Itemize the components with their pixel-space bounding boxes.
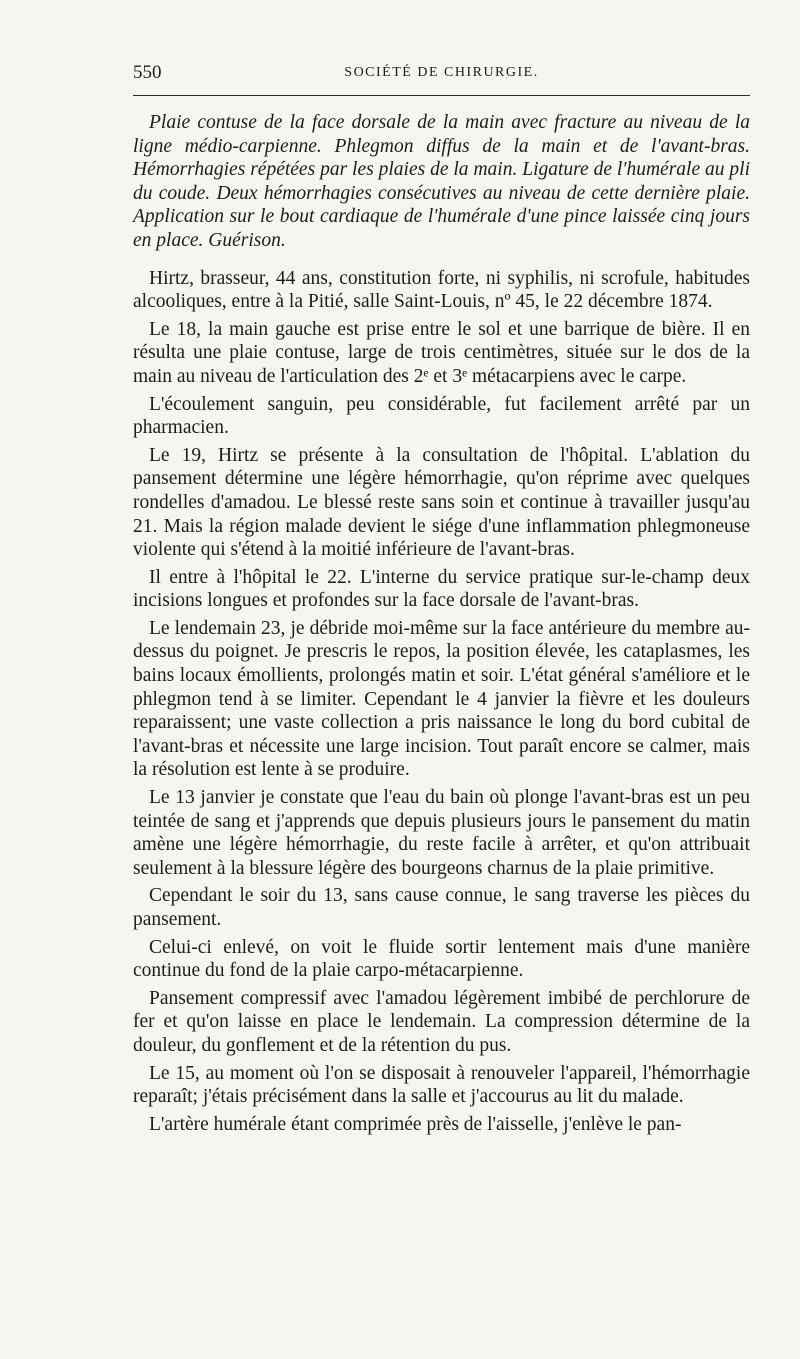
paragraph: Le 13 janvier je constate que l'eau du bain où plonge l'avant-bras est un peu teintée de sang et j'apprends que depuis plusieurs jours le pansement du matin amène une légère hémorrhagie, du reste facile à arrêter, et qu'on attribuait seulement à la blessure légère des bourgeons charnus de la plaie primitive.: [133, 787, 750, 879]
paragraph: Cependant le soir du 13, sans cause connue, le sang traverse les pièces du pansement.: [133, 885, 750, 930]
paragraph: Le lendemain 23, je débride moi-même sur la face antérieure du membre au-dessus du poignet. Je prescris le repos, la position élevée, les cataplasmes, les bains locaux émollients, prolongés matin et soir. L'état général s'améliore et le phlegmon tend à se limiter. Cependant le 4 janvier la fièvre et les douleurs reparaissent; une vaste collection a pris naissance le long du bord cubital de l'avant-bras et nécessite une large incision. Tout paraît encore se calmer, mais la résolution est lente à se produire.: [133, 617, 750, 781]
paragraph: Hirtz, brasseur, 44 ans, constitution forte, ni syphilis, ni scrofule, habitudes alcooliques, entre à la Pitié, salle Saint-Louis, nº 45, le 22 décembre 1874.: [133, 267, 750, 313]
paragraph: Le 18, la main gauche est prise entre le sol et une barrique de bière. Il en résulta une plaie contuse, large de trois centimètres, située sur le dos de la main au niveau de l'articulation des 2ᵉ et 3ᵉ métacarpiens avec le carpe.: [133, 318, 750, 387]
paragraph: Le 15, au moment où l'on se disposait à renouveler l'appareil, l'hémorrhagie reparaît; j'étais précisément dans la salle et j'accourus au lit du malade.: [133, 1062, 750, 1108]
paragraph: L'artère humérale étant comprimée près de l'aisselle, j'enlève le pan-: [149, 1113, 682, 1135]
header-rule: [133, 95, 750, 96]
case-summary: Plaie contuse de la face dorsale de la main avec fracture au niveau de la ligne médio-carpienne. Phlegmon diffus de la main et de l'avant-bras. Hémorrhagies répétées par les plaies de la main. Ligature de l'humérale au pli du coude. Deux hémorrhagies consécutives au niveau de cette dernière plaie. Application sur le bout cardiaque de l'humérale d'une pince laissée cinq jours en place. Guérison.: [133, 112, 750, 251]
page-header: [133, 60, 750, 88]
paragraph: Le 19, Hirtz se présente à la consultation de l'hôpital. L'ablation du pansement détermine une légère hémorrhagie, qu'on réprime avec quelques rondelles d'amadou. Le blessé reste sans soin et continue à travailler jusqu'au 21. Mais la région malade devient le siége d'une inflammation phlegmoneuse violente qui s'étend à la moitié inférieure de l'avant-bras.: [133, 444, 750, 561]
paragraph: L'écoulement sanguin, peu considérable, fut facilement arrêté par un pharmacien.: [133, 393, 750, 439]
article-body: [133, 111, 750, 1140]
paragraph: Pansement compressif avec l'amadou légèrement imbibé de perchlorure de fer et qu'on laisse en place le lendemain. La compression détermine de la douleur, du gonflement et de la rétention du pus.: [133, 987, 750, 1056]
paragraph: Il entre à l'hôpital le 22. L'interne du service pratique sur-le-champ deux incisions longues et profondes sur la face dorsale de l'avant-bras.: [133, 566, 750, 612]
running-title: SOCIÉTÉ DE CHIRURGIE.: [344, 65, 539, 80]
page-number: 550: [133, 62, 162, 83]
paragraph: Celui-ci enlevé, on voit le fluide sortir lentement mais d'une manière continue du fond de la plaie carpo-métacarpienne.: [133, 936, 750, 982]
